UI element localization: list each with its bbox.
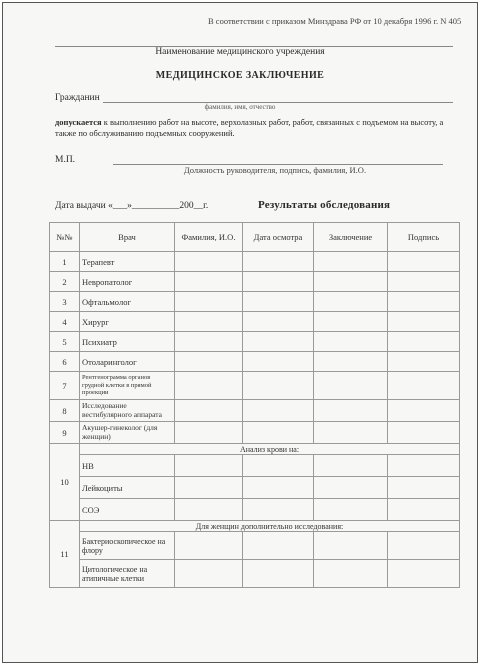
table-row bbox=[50, 499, 460, 521]
row-doctor: Хирург bbox=[80, 312, 175, 332]
date-cell[interactable] bbox=[243, 372, 314, 400]
name-cell[interactable] bbox=[175, 532, 243, 560]
name-cell[interactable] bbox=[175, 352, 243, 372]
row-doctor: Терапевт bbox=[80, 252, 175, 272]
conclusion-cell[interactable] bbox=[314, 499, 388, 521]
col-doctor: Врач bbox=[80, 223, 175, 252]
blood-test-label: Лейкоциты bbox=[80, 477, 175, 499]
signature-cell[interactable] bbox=[388, 560, 460, 588]
signature-cell[interactable] bbox=[388, 292, 460, 312]
table-row bbox=[50, 352, 460, 372]
conclusion-cell[interactable] bbox=[314, 352, 388, 372]
table-row bbox=[50, 312, 460, 332]
examination-table bbox=[49, 222, 460, 588]
table-row bbox=[50, 292, 460, 312]
table-row bbox=[50, 477, 460, 499]
date-cell[interactable] bbox=[243, 532, 314, 560]
date-cell[interactable] bbox=[243, 312, 314, 332]
stamp-label: М.П. bbox=[55, 155, 76, 165]
row-doctor: Исследование вестибулярного аппарата bbox=[80, 400, 175, 422]
signature-cell[interactable] bbox=[388, 422, 460, 444]
name-cell[interactable] bbox=[175, 400, 243, 422]
row-number: 9 bbox=[50, 422, 80, 444]
signature-cell[interactable] bbox=[388, 332, 460, 352]
name-cell[interactable] bbox=[175, 499, 243, 521]
name-cell[interactable] bbox=[175, 292, 243, 312]
name-cell[interactable] bbox=[175, 455, 243, 477]
row-number: 11 bbox=[50, 521, 80, 588]
table-row bbox=[50, 532, 460, 560]
table-row bbox=[50, 455, 460, 477]
form-sheet bbox=[2, 2, 478, 663]
name-cell[interactable] bbox=[175, 560, 243, 588]
conclusion-cell[interactable] bbox=[314, 312, 388, 332]
row-number: 4 bbox=[50, 312, 80, 332]
signature-cell[interactable] bbox=[388, 252, 460, 272]
row-doctor: Невропатолог bbox=[80, 272, 175, 292]
date-cell[interactable] bbox=[243, 332, 314, 352]
date-cell[interactable] bbox=[243, 499, 314, 521]
table-row bbox=[50, 400, 460, 422]
signature-cell[interactable] bbox=[388, 272, 460, 292]
col-number: №№ bbox=[50, 223, 80, 252]
order-reference: В соответствии с приказом Минздрава РФ от 10 декабря 1996 г. N 405 bbox=[208, 16, 462, 26]
row-number: 6 bbox=[50, 352, 80, 372]
signature-cell[interactable] bbox=[388, 499, 460, 521]
row-number: 3 bbox=[50, 292, 80, 312]
admission-statement bbox=[55, 117, 453, 139]
institution-label: Наименование медицинского учреждения bbox=[155, 47, 325, 57]
date-cell[interactable] bbox=[243, 292, 314, 312]
admission-bold: допускается bbox=[55, 117, 102, 127]
row-doctor: Отоларинголог bbox=[80, 352, 175, 372]
table-row bbox=[50, 252, 460, 272]
signature-cell[interactable] bbox=[388, 372, 460, 400]
col-signature: Подпись bbox=[388, 223, 460, 252]
results-title: Результаты обследования bbox=[258, 199, 391, 211]
name-cell[interactable] bbox=[175, 372, 243, 400]
extra-section-title: Для женщин дополнительно исследования: bbox=[80, 521, 460, 532]
admission-text: к выполнению работ на высоте, верхолазных работ, работ, связанных с подъемом на высоту, а также по обслуживанию подъемных сооружений. bbox=[55, 117, 444, 138]
signature-cell[interactable] bbox=[388, 477, 460, 499]
table-row bbox=[50, 332, 460, 352]
conclusion-cell[interactable] bbox=[314, 477, 388, 499]
name-cell[interactable] bbox=[175, 477, 243, 499]
date-cell[interactable] bbox=[243, 560, 314, 588]
signature-cell[interactable] bbox=[388, 455, 460, 477]
row-number: 2 bbox=[50, 272, 80, 292]
signature-cell[interactable] bbox=[388, 400, 460, 422]
table-row bbox=[50, 422, 460, 444]
conclusion-cell[interactable] bbox=[314, 422, 388, 444]
citizen-label: Гражданин bbox=[55, 93, 100, 103]
blood-test-label: HB bbox=[80, 455, 175, 477]
blood-section-header bbox=[50, 444, 460, 455]
row-number: 1 bbox=[50, 252, 80, 272]
conclusion-cell[interactable] bbox=[314, 252, 388, 272]
extra-test-label: Цитологическое на атипичные клетки bbox=[80, 560, 175, 588]
name-cell[interactable] bbox=[175, 332, 243, 352]
name-cell[interactable] bbox=[175, 312, 243, 332]
table-row bbox=[50, 560, 460, 588]
signature-cell[interactable] bbox=[388, 532, 460, 560]
conclusion-cell[interactable] bbox=[314, 400, 388, 422]
signature-cell[interactable] bbox=[388, 312, 460, 332]
date-cell[interactable] bbox=[243, 422, 314, 444]
conclusion-cell[interactable] bbox=[314, 455, 388, 477]
table-row bbox=[50, 272, 460, 292]
date-cell[interactable] bbox=[243, 252, 314, 272]
conclusion-cell[interactable] bbox=[314, 332, 388, 352]
conclusion-cell[interactable] bbox=[314, 272, 388, 292]
signature-hint: Должность руководителя, подпись, фамилия, И.О. bbox=[183, 165, 367, 175]
date-cell[interactable] bbox=[243, 352, 314, 372]
table-row bbox=[50, 372, 460, 400]
conclusion-cell[interactable] bbox=[314, 560, 388, 588]
conclusion-cell[interactable] bbox=[314, 532, 388, 560]
extra-test-label: Бактериоскопическое на флору bbox=[80, 532, 175, 560]
row-doctor: Акушер-гинеколог (для женщин) bbox=[80, 422, 175, 444]
conclusion-cell[interactable] bbox=[314, 372, 388, 400]
row-doctor: Офтальмолог bbox=[80, 292, 175, 312]
name-cell[interactable] bbox=[175, 272, 243, 292]
row-number: 10 bbox=[50, 444, 80, 521]
blood-test-label: СОЭ bbox=[80, 499, 175, 521]
row-doctor: Психиатр bbox=[80, 332, 175, 352]
table-header-row bbox=[50, 223, 460, 252]
col-name: Фамилия, И.О. bbox=[175, 223, 243, 252]
row-number: 7 bbox=[50, 372, 80, 400]
name-cell[interactable] bbox=[175, 422, 243, 444]
col-conclusion: Заключение bbox=[314, 223, 388, 252]
conclusion-cell[interactable] bbox=[314, 292, 388, 312]
col-date: Дата осмотра bbox=[243, 223, 314, 252]
row-number: 8 bbox=[50, 400, 80, 422]
date-cell[interactable] bbox=[243, 477, 314, 499]
date-cell[interactable] bbox=[243, 400, 314, 422]
extra-section-header bbox=[50, 521, 460, 532]
document-title: МЕДИЦИНСКОЕ ЗАКЛЮЧЕНИЕ bbox=[155, 70, 325, 81]
citizen-name-hint: фамилия, имя, отчество bbox=[204, 103, 276, 111]
name-cell[interactable] bbox=[175, 252, 243, 272]
date-cell[interactable] bbox=[243, 455, 314, 477]
issue-date[interactable]: Дата выдачи «___»__________200__г. bbox=[55, 201, 209, 211]
date-cell[interactable] bbox=[243, 272, 314, 292]
row-number: 5 bbox=[50, 332, 80, 352]
signature-cell[interactable] bbox=[388, 352, 460, 372]
row-doctor: Рентгенограмма органов грудной клетки в прямой проекции bbox=[80, 372, 175, 400]
blood-section-title: Анализ крови на: bbox=[80, 444, 460, 455]
